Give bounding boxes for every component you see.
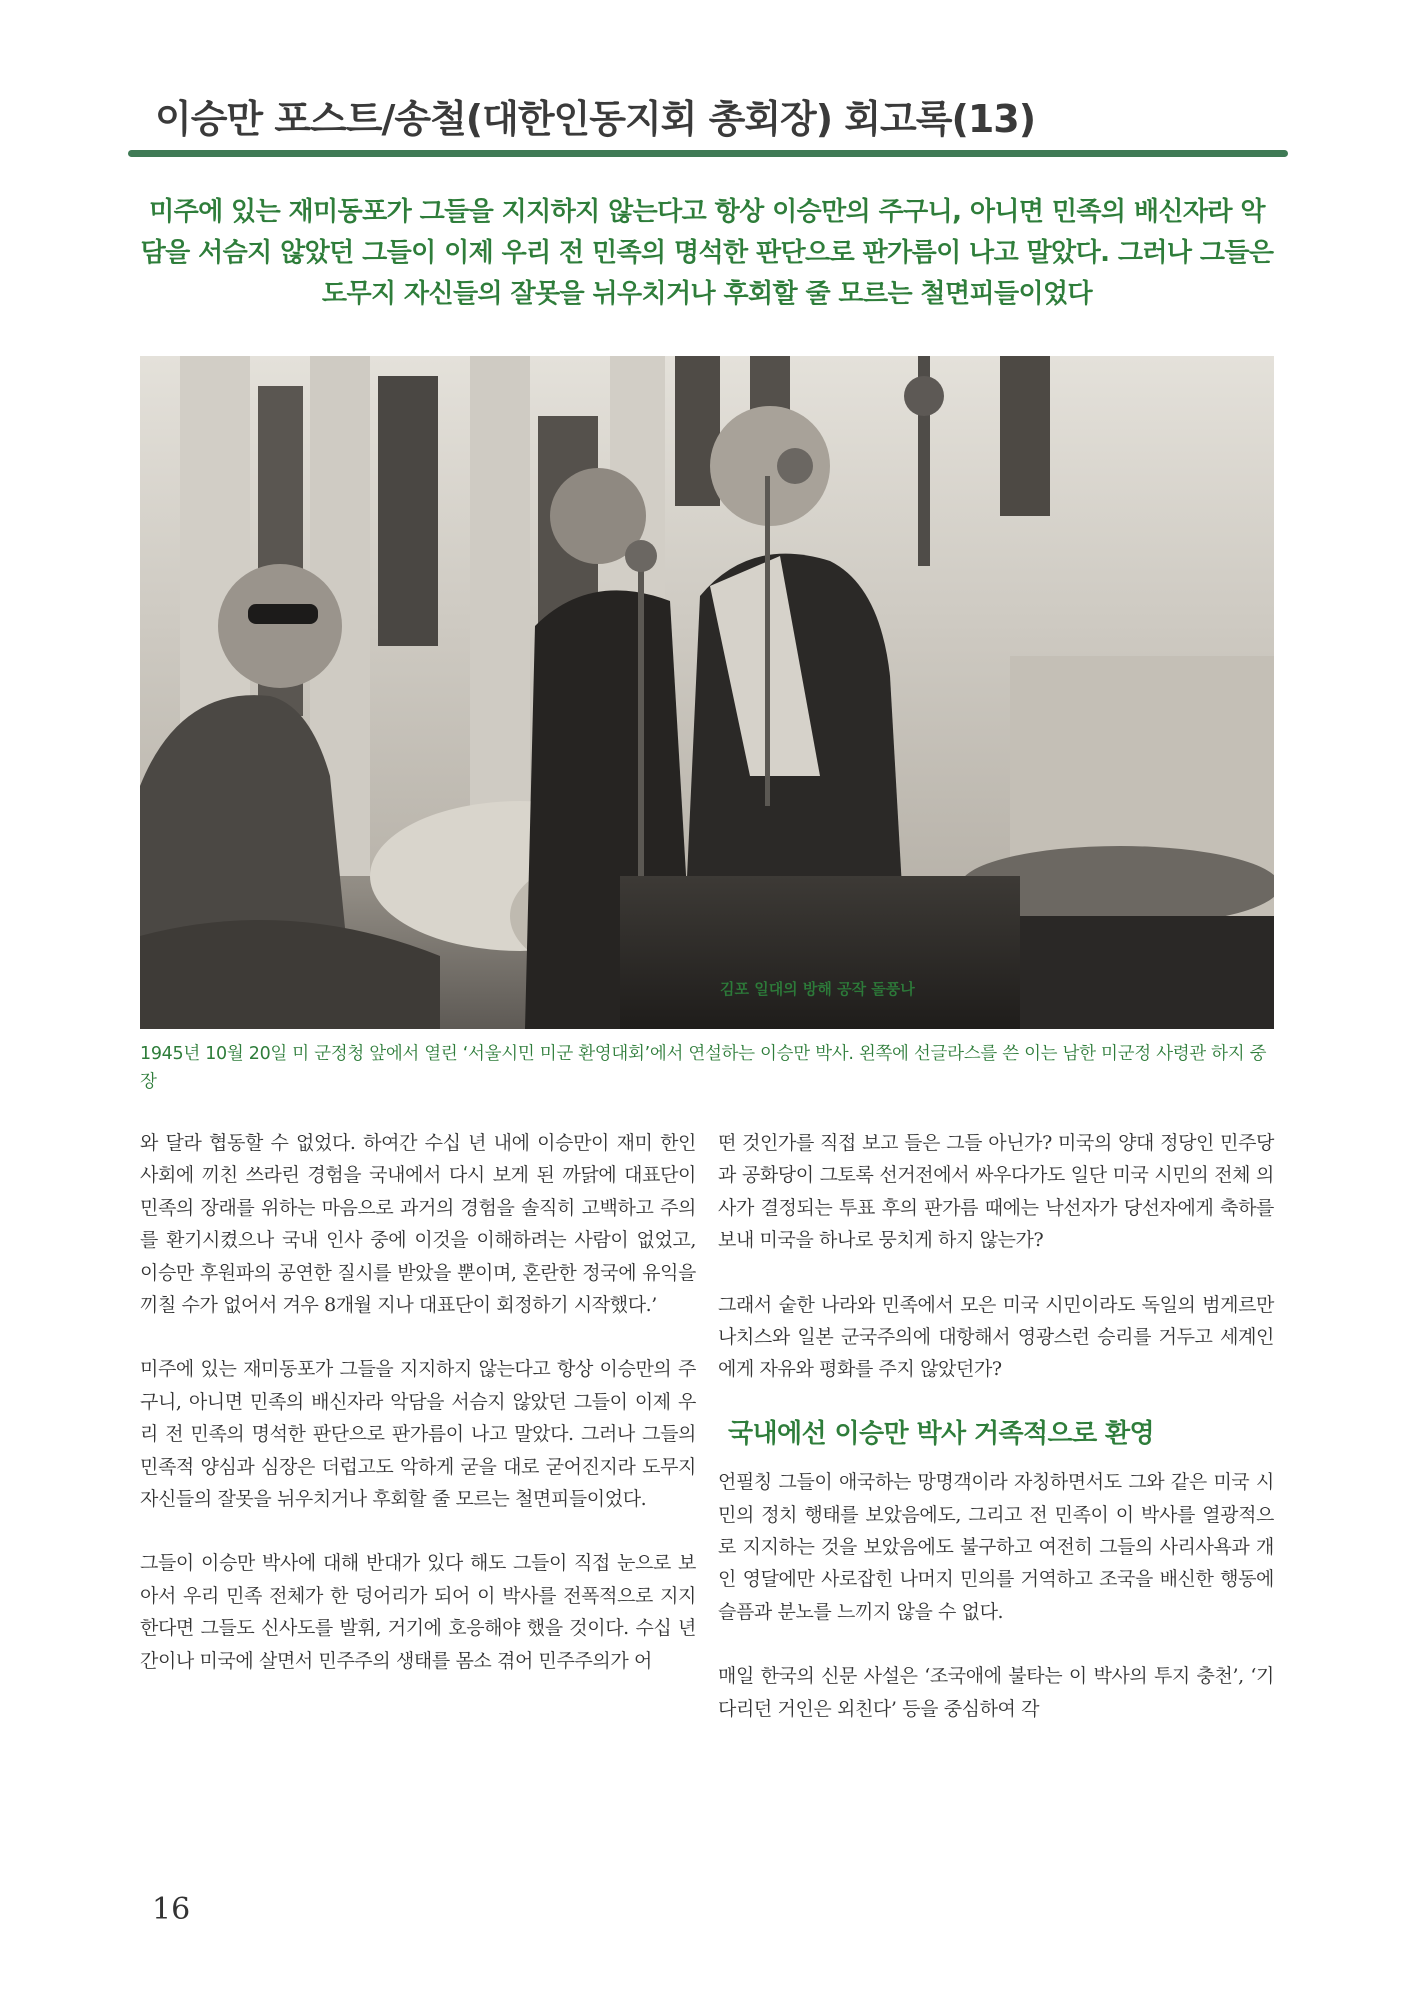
- paragraph: 매일 한국의 신문 사설은 ‘조국애에 불타는 이 박사의 투지 충천’, ‘기다리던 거인은 외친다’ 등을 중심하여 각: [718, 1665, 1274, 1720]
- paragraph: 떤 것인가를 직접 보고 들은 그들 아닌가? 미국의 양대 정당인 민주당과 공화당이 그토록 선거전에서 싸우다가도 일단 미국 시민의 전체 의사가 결정되는 투표 후의 판가름 때에는 낙선자가 당선자에게 축하를 보내 미국을 하나로 뭉치게 하지 않는가?: [718, 1132, 1274, 1252]
- speech-photo-illustration: [140, 356, 1274, 1029]
- lead-pull-quote: 미주에 있는 재미동포가 그들을 지지하지 않는다고 항상 이승만의 주구니, 아니면 민족의 배신자라 악담을 서슴지 않았던 그들이 이제 우리 전 민족의 명석한 판단으로 판가름이 나고 말았다. 그러나 그들은 도무지 자신들의 잘못을 뉘우치거나 후회할 줄 모르는 철면피들이었다: [140, 197, 1274, 309]
- page-number: 16: [152, 1892, 191, 1927]
- paragraph: 와 달라 협동할 수 없었다. 하여간 수십 년 내에 이승만이 재미 한인 사회에 끼친 쓰라린 경험을 국내에서 다시 보게 된 까닭에 대표단이 민족의 장래를 위하는 마음으로 과거의 경험을 솔직히 고백하고 주의를 환기시켰으나 국내 인사 중에 이것을 이해하려는 사람이 없었고, 이승만 후원파의 공연한 질시를 받았을 뿐이며, 혼란한 정국에 유익을 끼칠 수가 없어서 겨우 8개월 지나 대표단이 회정하기 시작했다.’: [140, 1132, 696, 1317]
- header-rule: [128, 150, 1288, 157]
- photo-overlay-text: 김포 일대의 방해 공작 돌풍나: [720, 980, 915, 998]
- paragraph: 언필칭 그들이 애국하는 망명객이라 자칭하면서도 그와 같은 미국 시민의 정치 행태를 보았음에도, 그리고 전 민족이 이 박사를 열광적으로 지지하는 것을 보았음에도 불구하고 여전히 그들의 사리사욕과 개인 영달에만 사로잡힌 나머지 민의를 거역하고 조국을 배신한 행동에 슬픔과 분노를 느끼지 않을 수 없다.: [718, 1471, 1274, 1623]
- paragraph: 미주에 있는 재미동포가 그들을 지지하지 않는다고 항상 이승만의 주구니, 아니면 민족의 배신자라 악담을 서슴지 않았던 그들이 이제 우리 전 민족의 명석한 판단으로 판가름이 나고 말았다. 그러나 그들의 민족적 양심과 심장은 더럽고도 악하게 굳을 대로 굳어진지라 도무지 자신들의 잘못을 뉘우치거나 후회할 줄 모르는 철면피들이었다.: [140, 1358, 696, 1511]
- body-column-left: [140, 1127, 696, 1709]
- running-header-title: 이승만 포스트/송철(대한인동지회 총회장) 회고록(13): [155, 97, 1036, 141]
- paragraph: 그들이 이승만 박사에 대해 반대가 있다 해도 그들이 직접 눈으로 보아서 우리 민족 전체가 한 덩어리가 되어 이 박사를 전폭적으로 지지한다면 그들도 신사도를 발휘, 거기에 호응해야 했을 것이다. 수십 년 간이나 미국에 살면서 민주주의 생태를 몸소 겪어 민주주의가 어: [140, 1552, 696, 1672]
- photo-caption: 1945년 10월 20일 미 군정청 앞에서 열린 ‘서울시민 미군 환영대회’에서 연설하는 이승만 박사. 왼쪽에 선글라스를 쓴 이는 남한 미군정 사령관 하지 중장: [140, 1044, 1267, 1092]
- section-subheading: 국내에선 이승만 박사 거족적으로 환영: [728, 1418, 1155, 1449]
- speech-photo: [140, 356, 1274, 1029]
- paragraph: 그래서 숱한 나라와 민족에서 모은 미국 시민이라도 독일의 범게르만 나치스와 일본 군국주의에 대항해서 영광스런 승리를 거두고 세계인에게 자유와 평화를 주지 않았던가?: [718, 1293, 1274, 1381]
- body-column-right: [718, 1127, 1274, 1757]
